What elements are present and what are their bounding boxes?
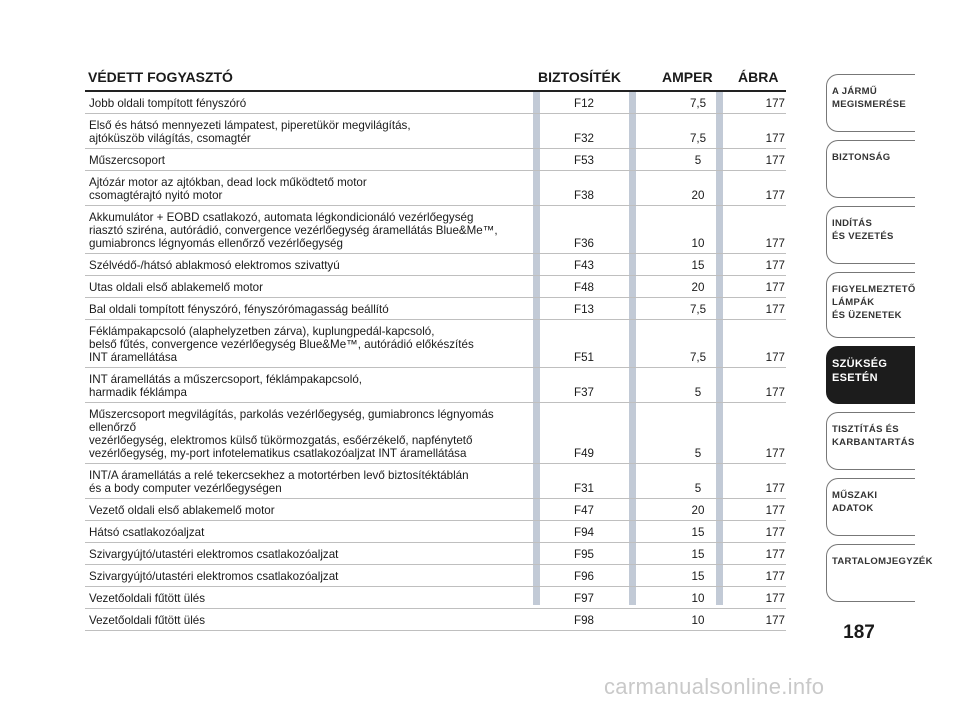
row-figure: 177 bbox=[765, 592, 785, 605]
table-row bbox=[85, 92, 786, 114]
row-amper: 10 bbox=[691, 614, 705, 627]
row-amper: 15 bbox=[691, 570, 705, 583]
row-description: Szivargyújtó/utastéri elektromos csatlakozóaljzat bbox=[89, 570, 339, 583]
tab-chapter[interactable]: FIGYELMEZTETŐ LÁMPÁK ÉS ÜZENETEK bbox=[826, 272, 915, 338]
chapter-tabs bbox=[826, 74, 933, 610]
row-figure: 177 bbox=[765, 447, 785, 460]
row-fuse: F51 bbox=[574, 351, 594, 364]
row-figure: 177 bbox=[765, 570, 785, 583]
table-row bbox=[85, 276, 786, 298]
row-description: Műszercsoport megvilágítás, parkolás vezérlőegység, gumiabroncs légnyomás ellenőrző vezérlőegység, elektromos külső tükörmozgatás, esőérzékelő, napfénytető vezérlőegység, my-port infotelematikus csatlakozóaljzat INT áramellátása bbox=[89, 408, 494, 460]
row-fuse: F38 bbox=[574, 189, 594, 202]
tab-chapter[interactable]: A JÁRMŰ MEGISMERÉSE bbox=[826, 74, 915, 132]
table-row bbox=[85, 464, 786, 499]
tab-chapter[interactable]: BIZTONSÁG bbox=[826, 140, 915, 198]
row-figure: 177 bbox=[765, 154, 785, 167]
table-row bbox=[85, 254, 786, 276]
table-row bbox=[85, 368, 786, 403]
table-row bbox=[85, 565, 786, 587]
row-amper: 15 bbox=[691, 259, 705, 272]
table-row bbox=[85, 499, 786, 521]
row-fuse: F32 bbox=[574, 132, 594, 145]
row-amper: 20 bbox=[691, 504, 705, 517]
row-figure: 177 bbox=[765, 132, 785, 145]
row-description: Szivargyújtó/utastéri elektromos csatlakozóaljzat bbox=[89, 548, 339, 561]
row-amper: 10 bbox=[691, 237, 705, 250]
row-figure: 177 bbox=[765, 259, 785, 272]
row-amper: 7,5 bbox=[689, 351, 707, 364]
table-header bbox=[88, 66, 786, 88]
row-description: Vezetőoldali fűtött ülés bbox=[89, 614, 206, 627]
row-description: Féklámpakapcsoló (alaphelyzetben zárva), kuplungpedál-kapcsoló, belső fűtés, convergence vezérlőegység Blue&Me™, autórádió előkészítés INT áramellátása bbox=[89, 325, 474, 364]
page-number: 187 bbox=[843, 622, 875, 643]
table-row bbox=[85, 298, 786, 320]
row-amper: 20 bbox=[691, 281, 705, 294]
row-amper: 10 bbox=[691, 592, 705, 605]
row-description: Műszercsoport bbox=[89, 154, 166, 167]
fuse-table bbox=[85, 92, 786, 631]
row-figure: 177 bbox=[765, 97, 785, 110]
row-fuse: F47 bbox=[574, 504, 594, 517]
row-figure: 177 bbox=[765, 504, 785, 517]
row-fuse: F97 bbox=[574, 592, 594, 605]
row-description: Bal oldali tompított fényszóró, fényszórómagasság beállító bbox=[89, 303, 389, 316]
header-amper: AMPER bbox=[662, 69, 713, 85]
row-description: INT/A áramellátás a relé tekercsekhez a motortérben levő biztosítéktáblán és a body computer vezérlőegységen bbox=[89, 469, 469, 495]
row-figure: 177 bbox=[765, 614, 785, 627]
row-amper: 15 bbox=[691, 548, 705, 561]
row-description: Vezetőoldali fűtött ülés bbox=[89, 592, 206, 605]
row-figure: 177 bbox=[765, 281, 785, 294]
table-row bbox=[85, 587, 786, 609]
row-description: Vezető oldali első ablakemelő motor bbox=[89, 504, 275, 517]
tab-chapter[interactable]: TISZTÍTÁS ÉS KARBANTARTÁS bbox=[826, 412, 915, 470]
table-row bbox=[85, 609, 786, 631]
row-fuse: F43 bbox=[574, 259, 594, 272]
row-amper: 5 bbox=[694, 386, 702, 399]
row-fuse: F94 bbox=[574, 526, 594, 539]
row-description: Szélvédő-/hátsó ablakmosó elektromos szivattyú bbox=[89, 259, 340, 272]
row-fuse: F95 bbox=[574, 548, 594, 561]
row-amper: 5 bbox=[694, 154, 702, 167]
row-figure: 177 bbox=[765, 526, 785, 539]
row-amper: 20 bbox=[691, 189, 705, 202]
row-description: Első és hátsó mennyezeti lámpatest, piperetükör megvilágítás, ajtóküszöb világítás, csomagtér bbox=[89, 119, 411, 145]
row-fuse: F53 bbox=[574, 154, 594, 167]
header-protected-consumer: VÉDETT FOGYASZTÓ bbox=[88, 69, 233, 85]
row-amper: 7,5 bbox=[689, 97, 707, 110]
row-amper: 7,5 bbox=[689, 303, 707, 316]
row-fuse: F96 bbox=[574, 570, 594, 583]
table-row bbox=[85, 171, 786, 206]
row-amper: 5 bbox=[694, 482, 702, 495]
row-fuse: F13 bbox=[574, 303, 594, 316]
row-amper: 7,5 bbox=[689, 132, 707, 145]
row-figure: 177 bbox=[765, 237, 785, 250]
row-fuse: F37 bbox=[574, 386, 594, 399]
tab-chapter[interactable]: TARTALOMJEGYZÉK bbox=[826, 544, 915, 602]
row-figure: 177 bbox=[765, 548, 785, 561]
table-row bbox=[85, 543, 786, 565]
table-row bbox=[85, 403, 786, 464]
row-figure: 177 bbox=[765, 482, 785, 495]
header-figure: ÁBRA bbox=[738, 69, 779, 85]
table-row bbox=[85, 149, 786, 171]
row-fuse: F12 bbox=[574, 97, 594, 110]
row-amper: 5 bbox=[694, 447, 702, 460]
row-fuse: F31 bbox=[574, 482, 594, 495]
row-description: Akkumulátor + EOBD csatlakozó, automata légkondicionáló vezérlőegység riasztó sziréna, autórádió, convergence vezérlőegység áramellátás Blue&Me™, gumiabroncs légnyomás ellenőrző vezérlőegység bbox=[89, 211, 498, 250]
row-fuse: F36 bbox=[574, 237, 594, 250]
row-figure: 177 bbox=[765, 303, 785, 316]
row-amper: 15 bbox=[691, 526, 705, 539]
row-figure: 177 bbox=[765, 189, 785, 202]
table-row bbox=[85, 320, 786, 368]
table-row bbox=[85, 114, 786, 149]
tab-chapter[interactable]: INDÍTÁS ÉS VEZETÉS bbox=[826, 206, 915, 264]
row-description: Jobb oldali tompított fényszóró bbox=[89, 97, 247, 110]
header-fuse: BIZTOSÍTÉK bbox=[538, 69, 621, 85]
row-figure: 177 bbox=[765, 386, 785, 399]
row-figure: 177 bbox=[765, 351, 785, 364]
table-row bbox=[85, 521, 786, 543]
tab-chapter[interactable]: SZÜKSÉG ESETÉN bbox=[826, 346, 915, 404]
row-description: Hátsó csatlakozóaljzat bbox=[89, 526, 205, 539]
watermark: carmanualsonline.info bbox=[604, 674, 825, 699]
row-fuse: F98 bbox=[574, 614, 594, 627]
row-fuse: F49 bbox=[574, 447, 594, 460]
row-fuse: F48 bbox=[574, 281, 594, 294]
row-description: Ajtózár motor az ajtókban, dead lock működtető motor csomagtérajtó nyitó motor bbox=[89, 176, 367, 202]
tab-chapter[interactable]: MŰSZAKI ADATOK bbox=[826, 478, 915, 536]
row-description: Utas oldali első ablakemelő motor bbox=[89, 281, 263, 294]
row-description: INT áramellátás a műszercsoport, féklámpakapcsoló, harmadik féklámpa bbox=[89, 373, 362, 399]
table-row bbox=[85, 206, 786, 254]
